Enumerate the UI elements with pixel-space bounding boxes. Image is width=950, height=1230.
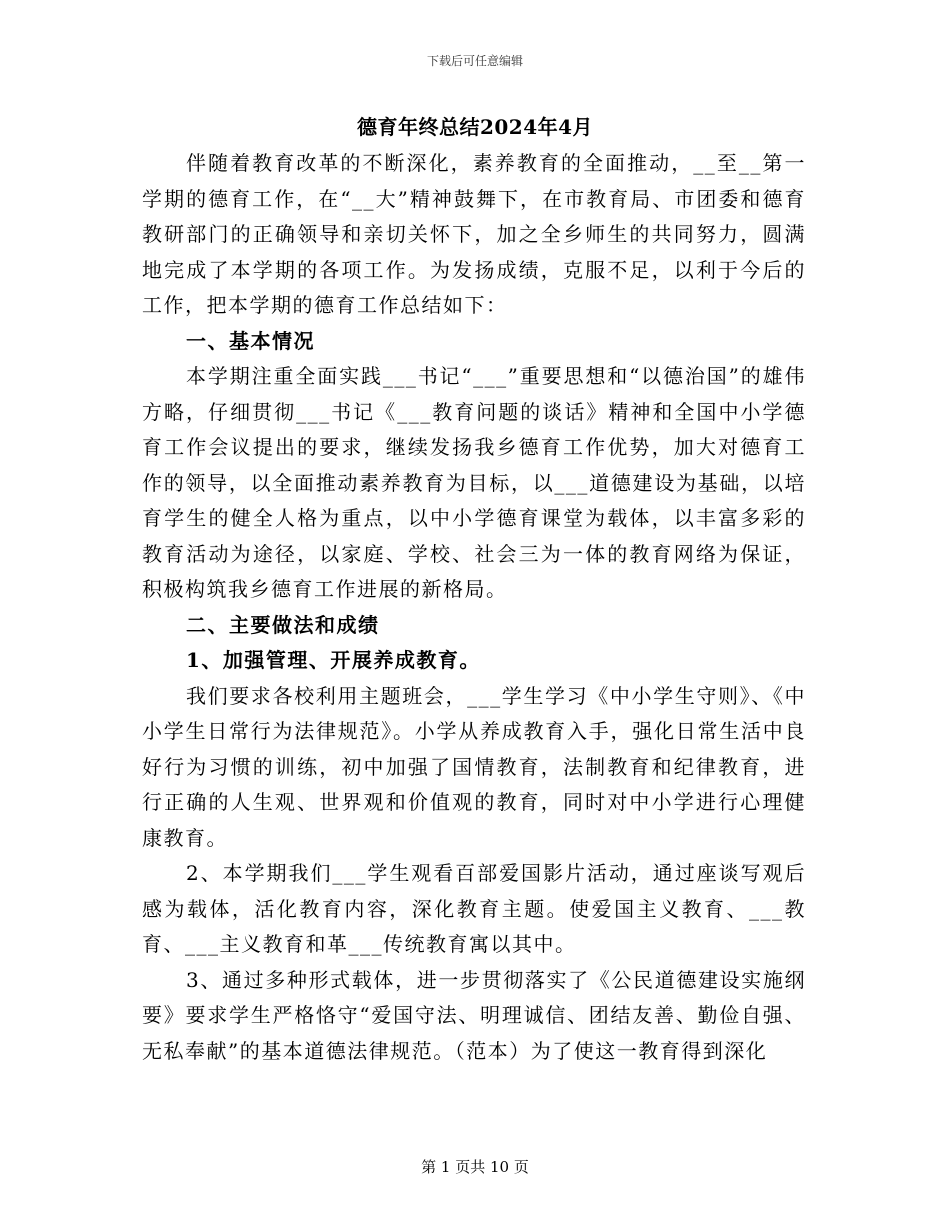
- document-title: 德育年终总结2024年4月: [356, 115, 594, 139]
- header-note: 下载后可任意编辑: [426, 54, 523, 68]
- section-heading-main-practices: 二、主要做法和成绩: [186, 612, 380, 637]
- paragraph-management: 我们要求各校利用主题班会，___学生学习《中小学生守则》、《中小学生日常行为法律规范》。小学从养成教育入手，强化日常生活中良好行为习惯的训练，初中加强了国情教育，法制教育和纪律教育，进行正确的人生观、世界观和价值观的教育，同时对中小学进行心理健康教育。: [142, 683, 806, 850]
- paragraph-civic-morality: 3、通过多种形式载体，进一步贯彻落实了《公民道德建设实施纲要》要求学生严格恪守“爱国守法、明理诚信、团结友善、勤俭自强、无私奉献”的基本道德法律规范。（范本）为了使这一教育得到深化: [142, 967, 806, 1063]
- document-body: [142, 146, 806, 1069]
- paragraph-patriotic-films: 2、本学期我们___学生观看百部爱国影片活动，通过座谈写观后感为载体，活化教育内容，深化教育主题。使爱国主义教育、___教育、___主义教育和革___传统教育寓以其中。: [142, 861, 806, 956]
- paragraph-basic-situation: 本学期注重全面实践___书记“___”重要思想和“以德治国”的雄伟方略，仔细贯彻___书记《___教育问题的谈话》精神和全国中小学德育工作会议提出的要求，继续发扬我乡德育工作优势，加大对德育工作的领导，以全面推动素养教育为目标，以___道德建设为基础，以培育学生的健全人格为重点，以中小学德育课堂为载体，以丰富多彩的教育活动为途径，以家庭、学校、社会三为一体的教育网络为保证，积极构筑我乡德育工作进展的新格局。: [142, 364, 806, 601]
- paragraph-intro: 伴随着教育改革的不断深化，素养教育的全面推动，__至__第一学期的德育工作，在“__大”精神鼓舞下，在市教育局、市团委和德育教研部门的正确领导和亲切关怀下，加之全乡师生的共同努力，圆满地完成了本学期的各项工作。为发扬成绩，克服不足，以利于今后的工作，把本学期的德育工作总结如下：: [142, 151, 806, 317]
- page-number: 第 1 页共 10 页: [421, 1158, 529, 1176]
- subheading-management: 1、加强管理、开展养成教育。: [186, 648, 481, 672]
- section-heading-basic-situation: 一、基本情况: [186, 328, 315, 353]
